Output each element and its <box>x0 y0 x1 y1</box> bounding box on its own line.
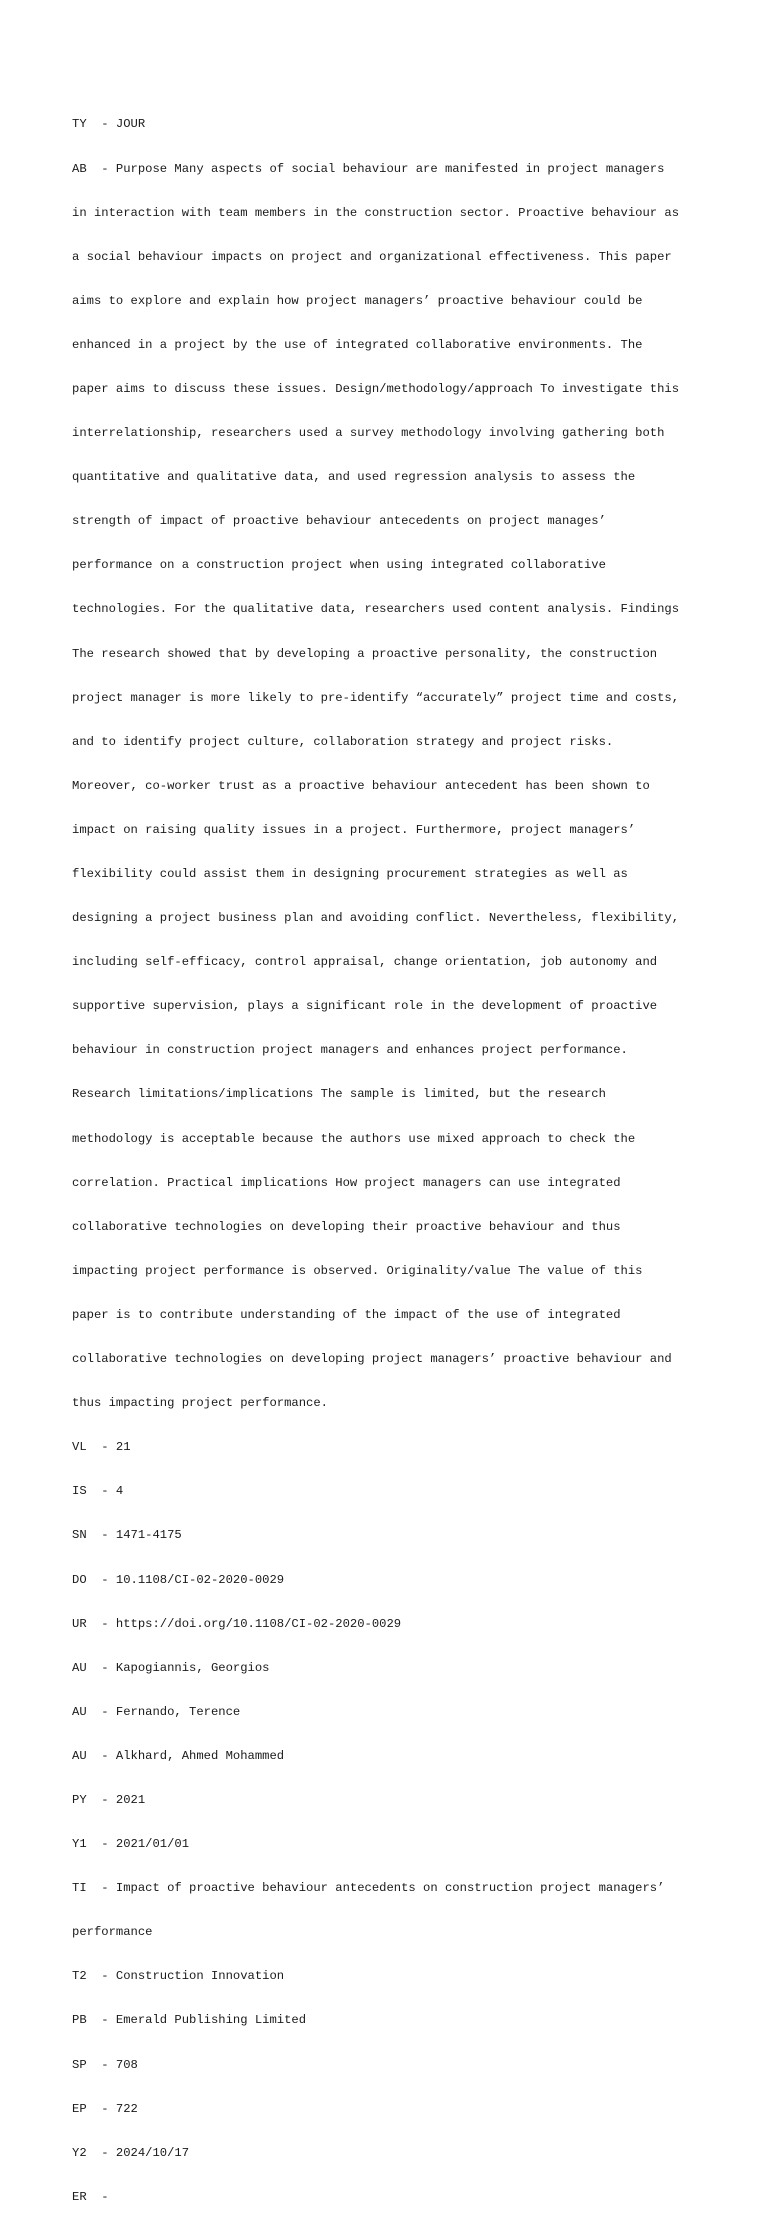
abstract-continuation: thus impacting project performance. <box>72 1396 328 1411</box>
ris-line-end-record: ER - <box>72 2189 109 2204</box>
abstract-continuation: correlation. Practical implications How project managers can use integrated <box>72 1175 621 1190</box>
ris-line-title: TI - Impact of proactive behaviour antecedents on construction project managers’ <box>72 1881 665 1896</box>
abstract-continuation: paper aims to discuss these issues. Design/methodology/approach To investigate this <box>72 381 680 396</box>
abstract-continuation: Research limitations/implications The sample is limited, but the research <box>72 1087 606 1102</box>
abstract-continuation: performance on a construction project when using integrated collaborative <box>72 558 606 573</box>
abstract-continuation: designing a project business plan and avoiding conflict. Nevertheless, flexibility, <box>72 911 680 926</box>
abstract-continuation: methodology is acceptable because the authors use mixed approach to check the <box>72 1131 636 1146</box>
abstract-continuation: Moreover, co-worker trust as a proactive behaviour antecedent has been shown to <box>72 778 650 793</box>
abstract-continuation: and to identify project culture, collaboration strategy and project risks. <box>72 734 614 749</box>
abstract-continuation: including self-efficacy, control appraisal, change orientation, job autonomy and <box>72 955 658 970</box>
ris-line-pub-year: PY - 2021 <box>72 1792 146 1807</box>
abstract-continuation: collaborative technologies on developing their proactive behaviour and thus <box>72 1219 621 1234</box>
abstract-continuation: flexibility could assist them in designing procurement strategies as well as <box>72 867 628 881</box>
ris-line-publisher: PB - Emerald Publishing Limited <box>72 2013 307 2028</box>
ris-line-author: AU - Alkhard, Ahmed Mohammed <box>72 1748 285 1763</box>
abstract-continuation: impacting project performance is observed. Originality/value The value of this <box>72 1263 643 1278</box>
abstract-continuation: enhanced in a project by the use of integrated collaborative environments. The <box>72 337 643 352</box>
ris-line-access-date: Y2 - 2024/10/17 <box>72 2145 190 2160</box>
abstract-continuation: technologies. For the qualitative data, researchers used content analysis. Findings <box>72 602 680 617</box>
ris-line-author: AU - Fernando, Terence <box>72 1704 241 1719</box>
abstract-continuation: behaviour in construction project managers and enhances project performance. <box>72 1043 628 1058</box>
ris-line-issue: IS - 4 <box>72 1484 124 1499</box>
abstract-continuation: paper is to contribute understanding of the impact of the use of integrated <box>72 1307 621 1322</box>
ris-line-doi: DO - 10.1108/CI-02-2020-0029 <box>72 1572 285 1587</box>
abstract-continuation: quantitative and qualitative data, and used regression analysis to assess the <box>72 470 636 485</box>
ris-line-url: UR - https://doi.org/10.1108/CI-02-2020-0029 <box>72 1616 402 1631</box>
ris-line-type: TY - JOUR <box>72 117 146 132</box>
abstract-continuation: collaborative technologies on developing project managers’ proactive behaviour and <box>72 1352 672 1367</box>
abstract-continuation: aims to explore and explain how project managers’ proactive behaviour could be <box>72 293 643 308</box>
ris-line-author: AU - Kapogiannis, Georgios <box>72 1660 270 1675</box>
abstract-continuation: a social behaviour impacts on project and organizational effectiveness. This paper <box>72 249 672 264</box>
abstract-continuation: project manager is more likely to pre-identify “accurately” project time and costs, <box>72 690 680 705</box>
title-continuation: performance <box>72 1925 153 1940</box>
abstract-continuation: in interaction with team members in the construction sector. Proactive behaviour as <box>72 205 680 220</box>
ris-record <box>72 88 712 2219</box>
abstract-continuation: interrelationship, researchers used a survey methodology involving gathering both <box>72 426 665 441</box>
abstract-continuation: strength of impact of proactive behaviour antecedents on project manages’ <box>72 514 606 529</box>
ris-line-date: Y1 - 2021/01/01 <box>72 1837 190 1852</box>
abstract-continuation: The research showed that by developing a proactive personality, the construction <box>72 646 658 661</box>
abstract-continuation: impact on raising quality issues in a project. Furthermore, project managers’ <box>72 822 636 837</box>
ris-line-issn: SN - 1471-4175 <box>72 1528 182 1543</box>
ris-line-journal: T2 - Construction Innovation <box>72 1969 285 1984</box>
ris-line-start-page: SP - 708 <box>72 2057 138 2072</box>
ris-line-abstract: AB - Purpose Many aspects of social behaviour are manifested in project managers <box>72 161 665 176</box>
ris-line-end-page: EP - 722 <box>72 2101 138 2116</box>
abstract-continuation: supportive supervision, plays a significant role in the development of proactive <box>72 999 658 1014</box>
ris-line-volume: VL - 21 <box>72 1440 131 1455</box>
